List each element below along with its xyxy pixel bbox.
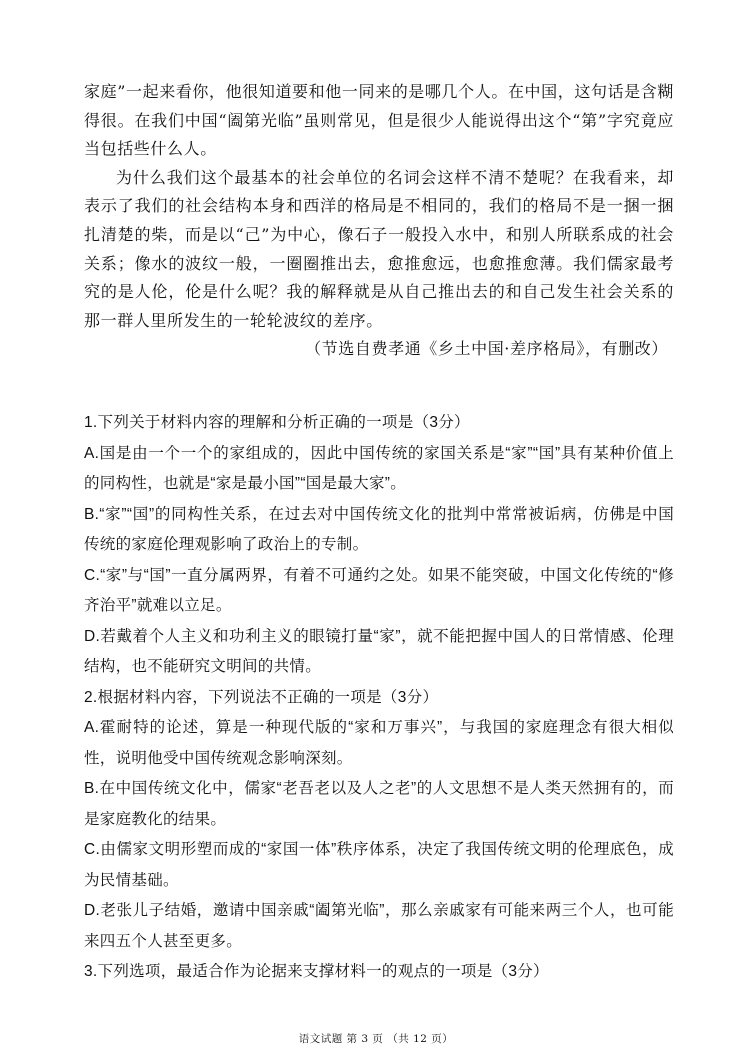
passage-paragraph: 为什么我们这个最基本的社会单位的名词会这样不清不楚呢？在我看来，却表示了我们的社会结构本身和西洋的格局是不相同的，我们的格局不是一捆一捆扎清楚的柴，而是以“己”为中心，像石子一般投入水中，和别人所联系成的社会关系；像水的波纹一般，一圈圈推出去，愈推愈远，也愈推愈薄。我们儒家最考究的是人伦，伦是什么呢？我的解释就是从自己推出去的和自己发生社会关系的那一群人里所发生的一轮轮波纹的差序。 xyxy=(84,167,674,330)
question-2-option-c: C.由儒家文明形塑而成的“家国一体”秩序体系，决定了我国传统文明的伦理底色，成为民情基础。 xyxy=(84,841,674,889)
question-2-option-b: B.在中国传统文化中，儒家“老吾老以及人之老”的人文思想不是人类天然拥有的，而是家庭教化的结果。 xyxy=(84,780,674,828)
question-2-option-d: D.老张儿子结婚，邀请中国亲戚“阖第光临”，那么亲戚家有可能来两三个人，也可能来四五个人甚至更多。 xyxy=(84,902,674,950)
page-footer: 语文试题 第 3 页 （共 12 页） xyxy=(298,1033,454,1045)
question-stem-2: 2.根据材料内容，下列说法不正确的一项是（3分） xyxy=(84,688,439,706)
question-2-option-a: A.霍耐特的论述，算是一种现代版的“家和万事兴”，与我国的家庭理念有很大相似性，说明他受中国传统观念影响深刻。 xyxy=(84,719,674,767)
passage-paragraph-continued: 家庭”一起来看你，他很知道要和他一同来的是哪几个人。在中国，这句话是含糊得很。在我们中国“阖第光临”虽则常见，但是很少人能说得出这个“第”字究竟应当包括些什么人。 xyxy=(84,82,674,159)
question-1-option-c: C.“家”与“国”一直分属两界，有着不可通约之处。如果不能突破，中国文化传统的“修齐治平”就难以立足。 xyxy=(84,566,674,614)
question-1-option-d: D.若戴着个人主义和功利主义的眼镜打量“家”，就不能把握中国人的日常情感、伦理结构，也不能研究文明间的共情。 xyxy=(84,627,674,675)
question-stem-3: 3.下列选项，最适合作为论据来支撑材料一的观点的一项是（3分） xyxy=(84,963,549,980)
question-1-option-b: B.“家”“国”的同构性关系，在过去对中国传统文化的批判中常常被诟病，仿佛是中国传统的家庭伦理观影响了政治上的专制。 xyxy=(84,505,674,553)
reading-passage xyxy=(84,78,674,364)
question-1-option-a: A.国是由一个一个的家组成的，因此中国传统的家国关系是“家”“国”具有某种价值上的同构性，也就是“家是最小国”“国是最大家”。 xyxy=(84,444,674,492)
question-list xyxy=(84,408,674,988)
question-stem-1: 1.下列关于材料内容的理解和分析正确的一项是（3分） xyxy=(84,414,470,431)
passage-source: （节选自费孝通《乡土中国·差序格局》，有删改） xyxy=(305,339,668,359)
